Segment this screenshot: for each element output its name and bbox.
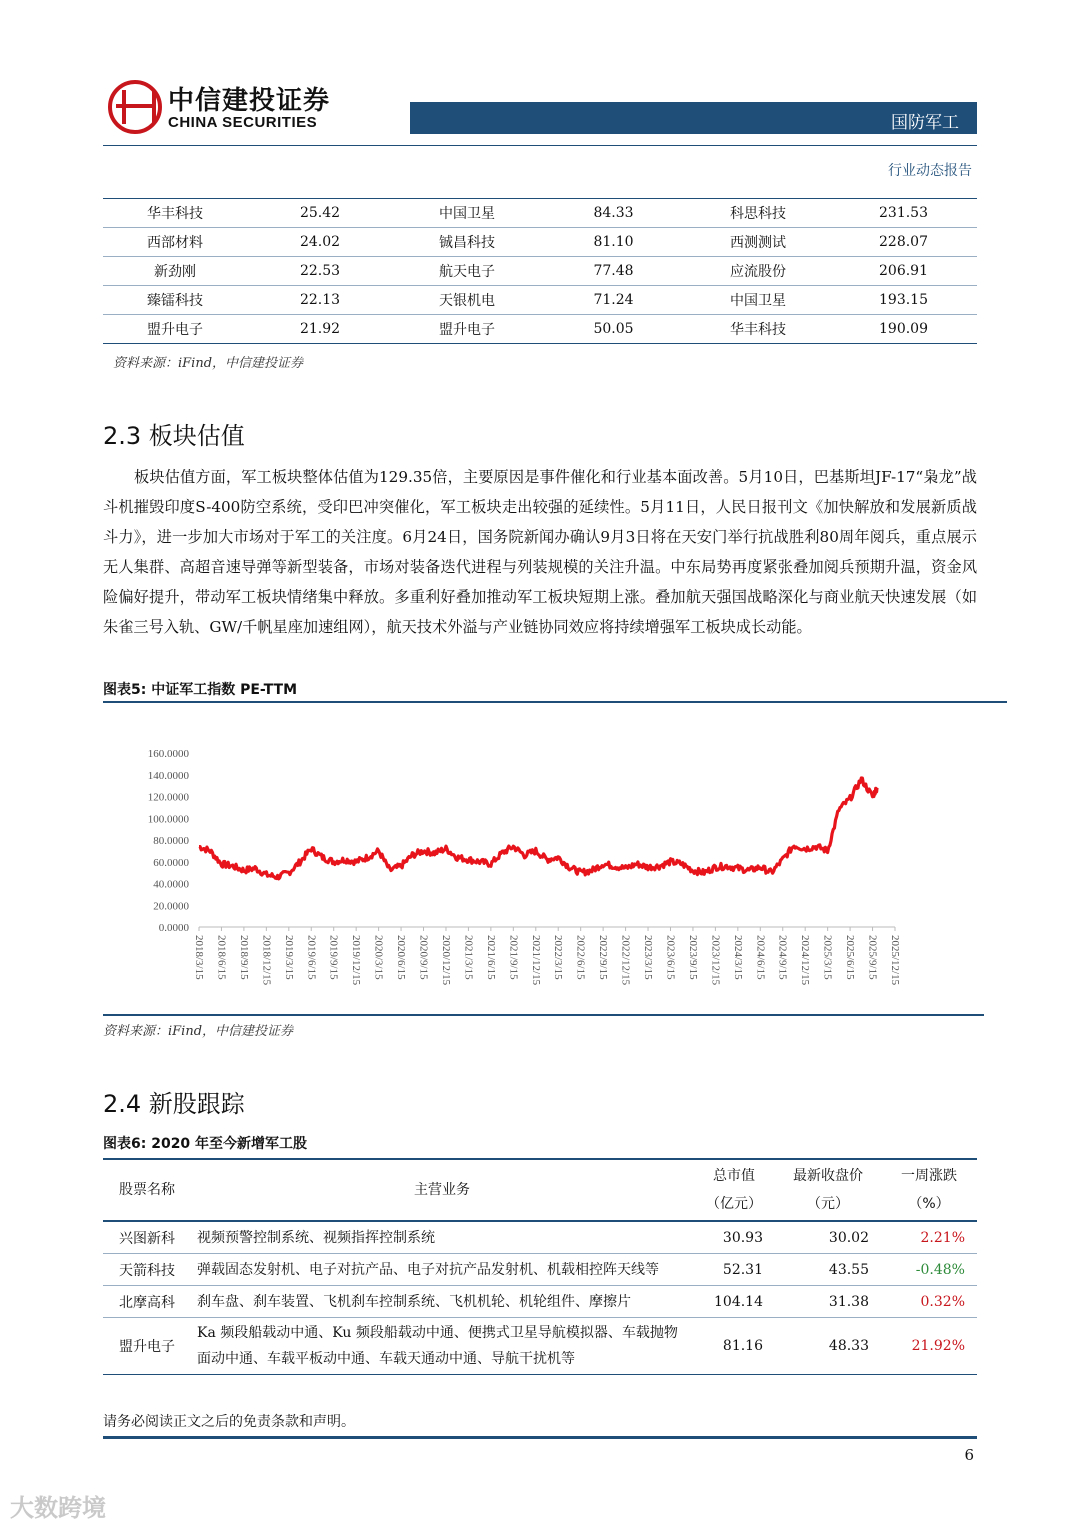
table-cell: 天银机电 xyxy=(393,286,541,315)
cell-business: Ka 频段船载动中通、Ku 频段船载动中通、便携式卫星导航模拟器、车载抛物面动中通、车载平板动中通、车载天通动中通、导航干扰机等 xyxy=(191,1318,693,1375)
cell-mcap: 52.31 xyxy=(693,1254,775,1286)
table-row xyxy=(103,1254,977,1286)
brand-name-en: CHINA SECURITIES xyxy=(168,114,318,131)
x-tick-label: 2020/9/15 xyxy=(417,935,430,980)
cell-business: 弹载固态发射机、电子对抗产品、电子对抗产品发射机、机载相控阵天线等 xyxy=(191,1254,693,1286)
table-cell: 231.53 xyxy=(830,199,977,228)
new-stocks-table xyxy=(103,1158,977,1375)
x-tick-label: 2023/9/15 xyxy=(686,935,699,980)
y-tick-label: 80.0000 xyxy=(153,835,189,847)
cell-name: 天箭科技 xyxy=(103,1254,191,1286)
y-tick-label: 40.0000 xyxy=(153,878,189,891)
cell-mcap: 81.16 xyxy=(693,1318,775,1375)
col-header-change-label: 一周涨跌 xyxy=(901,1168,957,1184)
disclaimer-note: 请务必阅读正文之后的免责条款和声明。 xyxy=(103,1414,355,1430)
cell-business: 视频预警控制系统、视频指挥控制系统 xyxy=(191,1221,693,1254)
table-row xyxy=(103,315,977,344)
table-cell: 中国卫星 xyxy=(393,199,541,228)
x-tick-label: 2019/3/15 xyxy=(282,935,295,980)
valuation-paragraph: 板块估值方面，军工板块整体估值为129.35倍，主要原因是事件催化和行业基本面改善。5月10日，巴基斯坦JF-17“枭龙”战斗机摧毁印度S-400防空系统，受印巴冲突催化，军工板块走出较强的延续性。5月11日，人民日报刊文《加快解放和发展新质战斗力》，进一步加大市场对于军工的关注度。6月24日，国务院新闻办确认9月3日将在天安门举行抗战胜利80周年阅兵，重点展示无人集群、高超音速导弹等新型装备，市场对装备迭代进程与列装规模的关注升温。中东局势再度紧张叠加阅兵预期升温，资金风险偏好提升，带动军工板块情绪集中释放。多重利好叠加推动军工板块短期上涨。叠加航天强国战略深化与商业航天快速发展（如朱雀三号入轨、GW/千帆星座加速组网），航天技术外溢与产业链协同效应将持续增强军工板块成长动能。 xyxy=(103,468,977,636)
table-cell: 西部材料 xyxy=(103,228,247,257)
y-tick-label: 100.0000 xyxy=(147,813,189,826)
sector-label: 国防军工 xyxy=(891,113,959,133)
cell-price: 31.38 xyxy=(775,1286,881,1318)
x-tick-label: 2023/3/15 xyxy=(642,935,655,980)
cell-price: 30.02 xyxy=(775,1221,881,1254)
col-header-change xyxy=(881,1159,977,1221)
table-cell: 25.42 xyxy=(247,199,393,228)
col-header-mcap xyxy=(693,1159,775,1221)
table-cell: 22.53 xyxy=(247,257,393,286)
section-heading-new-stocks: 2.4 新股跟踪 xyxy=(103,1090,245,1118)
x-tick-label: 2021/6/15 xyxy=(484,935,497,980)
table-cell: 中国卫星 xyxy=(686,286,830,315)
cell-business: 刹车盘、刹车装置、飞机刹车控制系统、飞机机轮、机轮组件、摩擦片 xyxy=(191,1286,693,1318)
x-tick-label: 2019/12/15 xyxy=(350,935,363,986)
y-tick-label: 60.0000 xyxy=(153,856,189,869)
x-tick-label: 2019/9/15 xyxy=(327,935,340,980)
cell-name: 北摩高科 xyxy=(103,1286,191,1318)
table-row xyxy=(103,257,977,286)
table-cell: 84.33 xyxy=(541,199,686,228)
header-divider xyxy=(103,145,977,146)
table-cell: 21.92 xyxy=(247,315,393,344)
y-tick-label: 20.0000 xyxy=(153,900,189,913)
y-tick-label: 160.0000 xyxy=(147,748,189,760)
x-tick-label: 2018/9/15 xyxy=(237,935,250,980)
cell-price: 43.55 xyxy=(775,1254,881,1286)
table-cell: 71.24 xyxy=(541,286,686,315)
x-tick-label: 2024/3/15 xyxy=(731,935,744,980)
footer-divider xyxy=(103,1436,977,1439)
figure5-source: 资料来源：iFind，中信建投证券 xyxy=(103,1024,294,1039)
x-tick-label: 2018/3/15 xyxy=(193,935,205,980)
table-cell: 190.09 xyxy=(830,315,977,344)
table-cell: 盟升电子 xyxy=(393,315,541,344)
col-header-price-unit: （元） xyxy=(807,1196,849,1212)
x-tick-label: 2024/6/15 xyxy=(754,935,767,980)
cell-price: 48.33 xyxy=(775,1318,881,1375)
report-type: 行业动态报告 xyxy=(888,163,972,179)
cell-change: -0.48% xyxy=(881,1254,977,1286)
y-tick-label: 140.0000 xyxy=(147,769,189,782)
y-tick-label: 120.0000 xyxy=(147,791,189,804)
watermark: 大数跨境 xyxy=(10,1494,106,1522)
table-cell: 50.05 xyxy=(541,315,686,344)
x-tick-label: 2023/12/15 xyxy=(709,935,722,986)
table-row xyxy=(103,199,977,228)
table-cell: 22.13 xyxy=(247,286,393,315)
x-tick-label: 2022/6/15 xyxy=(574,935,587,980)
table-cell: 臻镭科技 xyxy=(103,286,247,315)
table-cell: 铖昌科技 xyxy=(393,228,541,257)
table-cell: 206.91 xyxy=(830,257,977,286)
figure6-title: 图表6: 2020 年至今新增军工股 xyxy=(103,1136,308,1152)
section-heading-valuation: 2.3 板块估值 xyxy=(103,422,245,450)
table-cell: 西测测试 xyxy=(686,228,830,257)
y-tick-label: 0.0000 xyxy=(158,922,189,934)
x-tick-label: 2020/3/15 xyxy=(372,935,385,980)
brand-name-cn: 中信建投证券 xyxy=(168,86,331,116)
col-header-business: 主营业务 xyxy=(191,1159,693,1221)
x-tick-label: 2022/12/15 xyxy=(619,935,632,986)
table-cell: 华丰科技 xyxy=(103,199,247,228)
page-number: 6 xyxy=(964,1446,974,1464)
x-tick-label: 2021/3/15 xyxy=(462,935,475,980)
table-row xyxy=(103,286,977,315)
x-tick-label: 2025/12/15 xyxy=(889,935,901,986)
table-cell: 77.48 xyxy=(541,257,686,286)
pe-ttm-chart xyxy=(103,705,977,1017)
x-tick-label: 2024/9/15 xyxy=(776,935,789,980)
cell-name: 兴图新科 xyxy=(103,1221,191,1254)
sector-banner xyxy=(410,102,977,134)
x-tick-label: 2020/6/15 xyxy=(395,935,408,980)
table-row xyxy=(103,1318,977,1375)
table-cell: 193.15 xyxy=(830,286,977,315)
table-cell: 华丰科技 xyxy=(686,315,830,344)
col-header-name: 股票名称 xyxy=(103,1159,191,1221)
table1-source: 资料来源：iFind，中信建投证券 xyxy=(113,356,304,371)
x-tick-label: 2020/12/15 xyxy=(439,935,452,986)
figure5-top-rule xyxy=(103,701,1007,703)
table-row xyxy=(103,1286,977,1318)
cell-change: 0.32% xyxy=(881,1286,977,1318)
table-cell: 新劲刚 xyxy=(103,257,247,286)
col-header-mcap-label: 总市值 xyxy=(713,1168,755,1184)
x-tick-label: 2023/6/15 xyxy=(664,935,677,980)
pe-ttm-series-line xyxy=(199,778,877,879)
x-tick-label: 2025/6/15 xyxy=(844,935,857,980)
x-tick-label: 2022/3/15 xyxy=(552,935,565,980)
cell-mcap: 30.93 xyxy=(693,1221,775,1254)
cell-name: 盟升电子 xyxy=(103,1318,191,1375)
cell-change: 2.21% xyxy=(881,1221,977,1254)
cell-mcap: 104.14 xyxy=(693,1286,775,1318)
x-tick-label: 2021/12/15 xyxy=(529,935,542,986)
col-header-change-unit: （%） xyxy=(908,1196,950,1212)
col-header-price-label: 最新收盘价 xyxy=(793,1168,863,1184)
x-tick-label: 2025/9/15 xyxy=(866,935,879,980)
table-cell: 盟升电子 xyxy=(103,315,247,344)
brand-logo-icon xyxy=(108,80,162,134)
x-tick-label: 2024/12/15 xyxy=(799,935,812,986)
table-cell: 81.10 xyxy=(541,228,686,257)
col-header-mcap-unit: （亿元） xyxy=(706,1196,762,1212)
col-header-price xyxy=(775,1159,881,1221)
x-tick-label: 2022/9/15 xyxy=(597,935,610,980)
cell-change: 21.92% xyxy=(881,1318,977,1375)
table-cell: 24.02 xyxy=(247,228,393,257)
figure5-bottom-rule xyxy=(103,1014,984,1016)
x-tick-label: 2025/3/15 xyxy=(821,935,834,980)
x-tick-label: 2018/12/15 xyxy=(260,935,273,986)
x-tick-label: 2021/9/15 xyxy=(507,935,520,980)
table-cell: 228.07 xyxy=(830,228,977,257)
table-cell: 应流股份 xyxy=(686,257,830,286)
x-tick-label: 2019/6/15 xyxy=(305,935,318,980)
table-row xyxy=(103,1221,977,1254)
figure5-title: 图表5: 中证军工指数 PE-TTM xyxy=(103,682,298,698)
x-tick-label: 2018/6/15 xyxy=(215,935,228,980)
table-cell: 航天电子 xyxy=(393,257,541,286)
ranking-table xyxy=(103,198,977,344)
table-cell: 科思科技 xyxy=(686,199,830,228)
table-row xyxy=(103,228,977,257)
